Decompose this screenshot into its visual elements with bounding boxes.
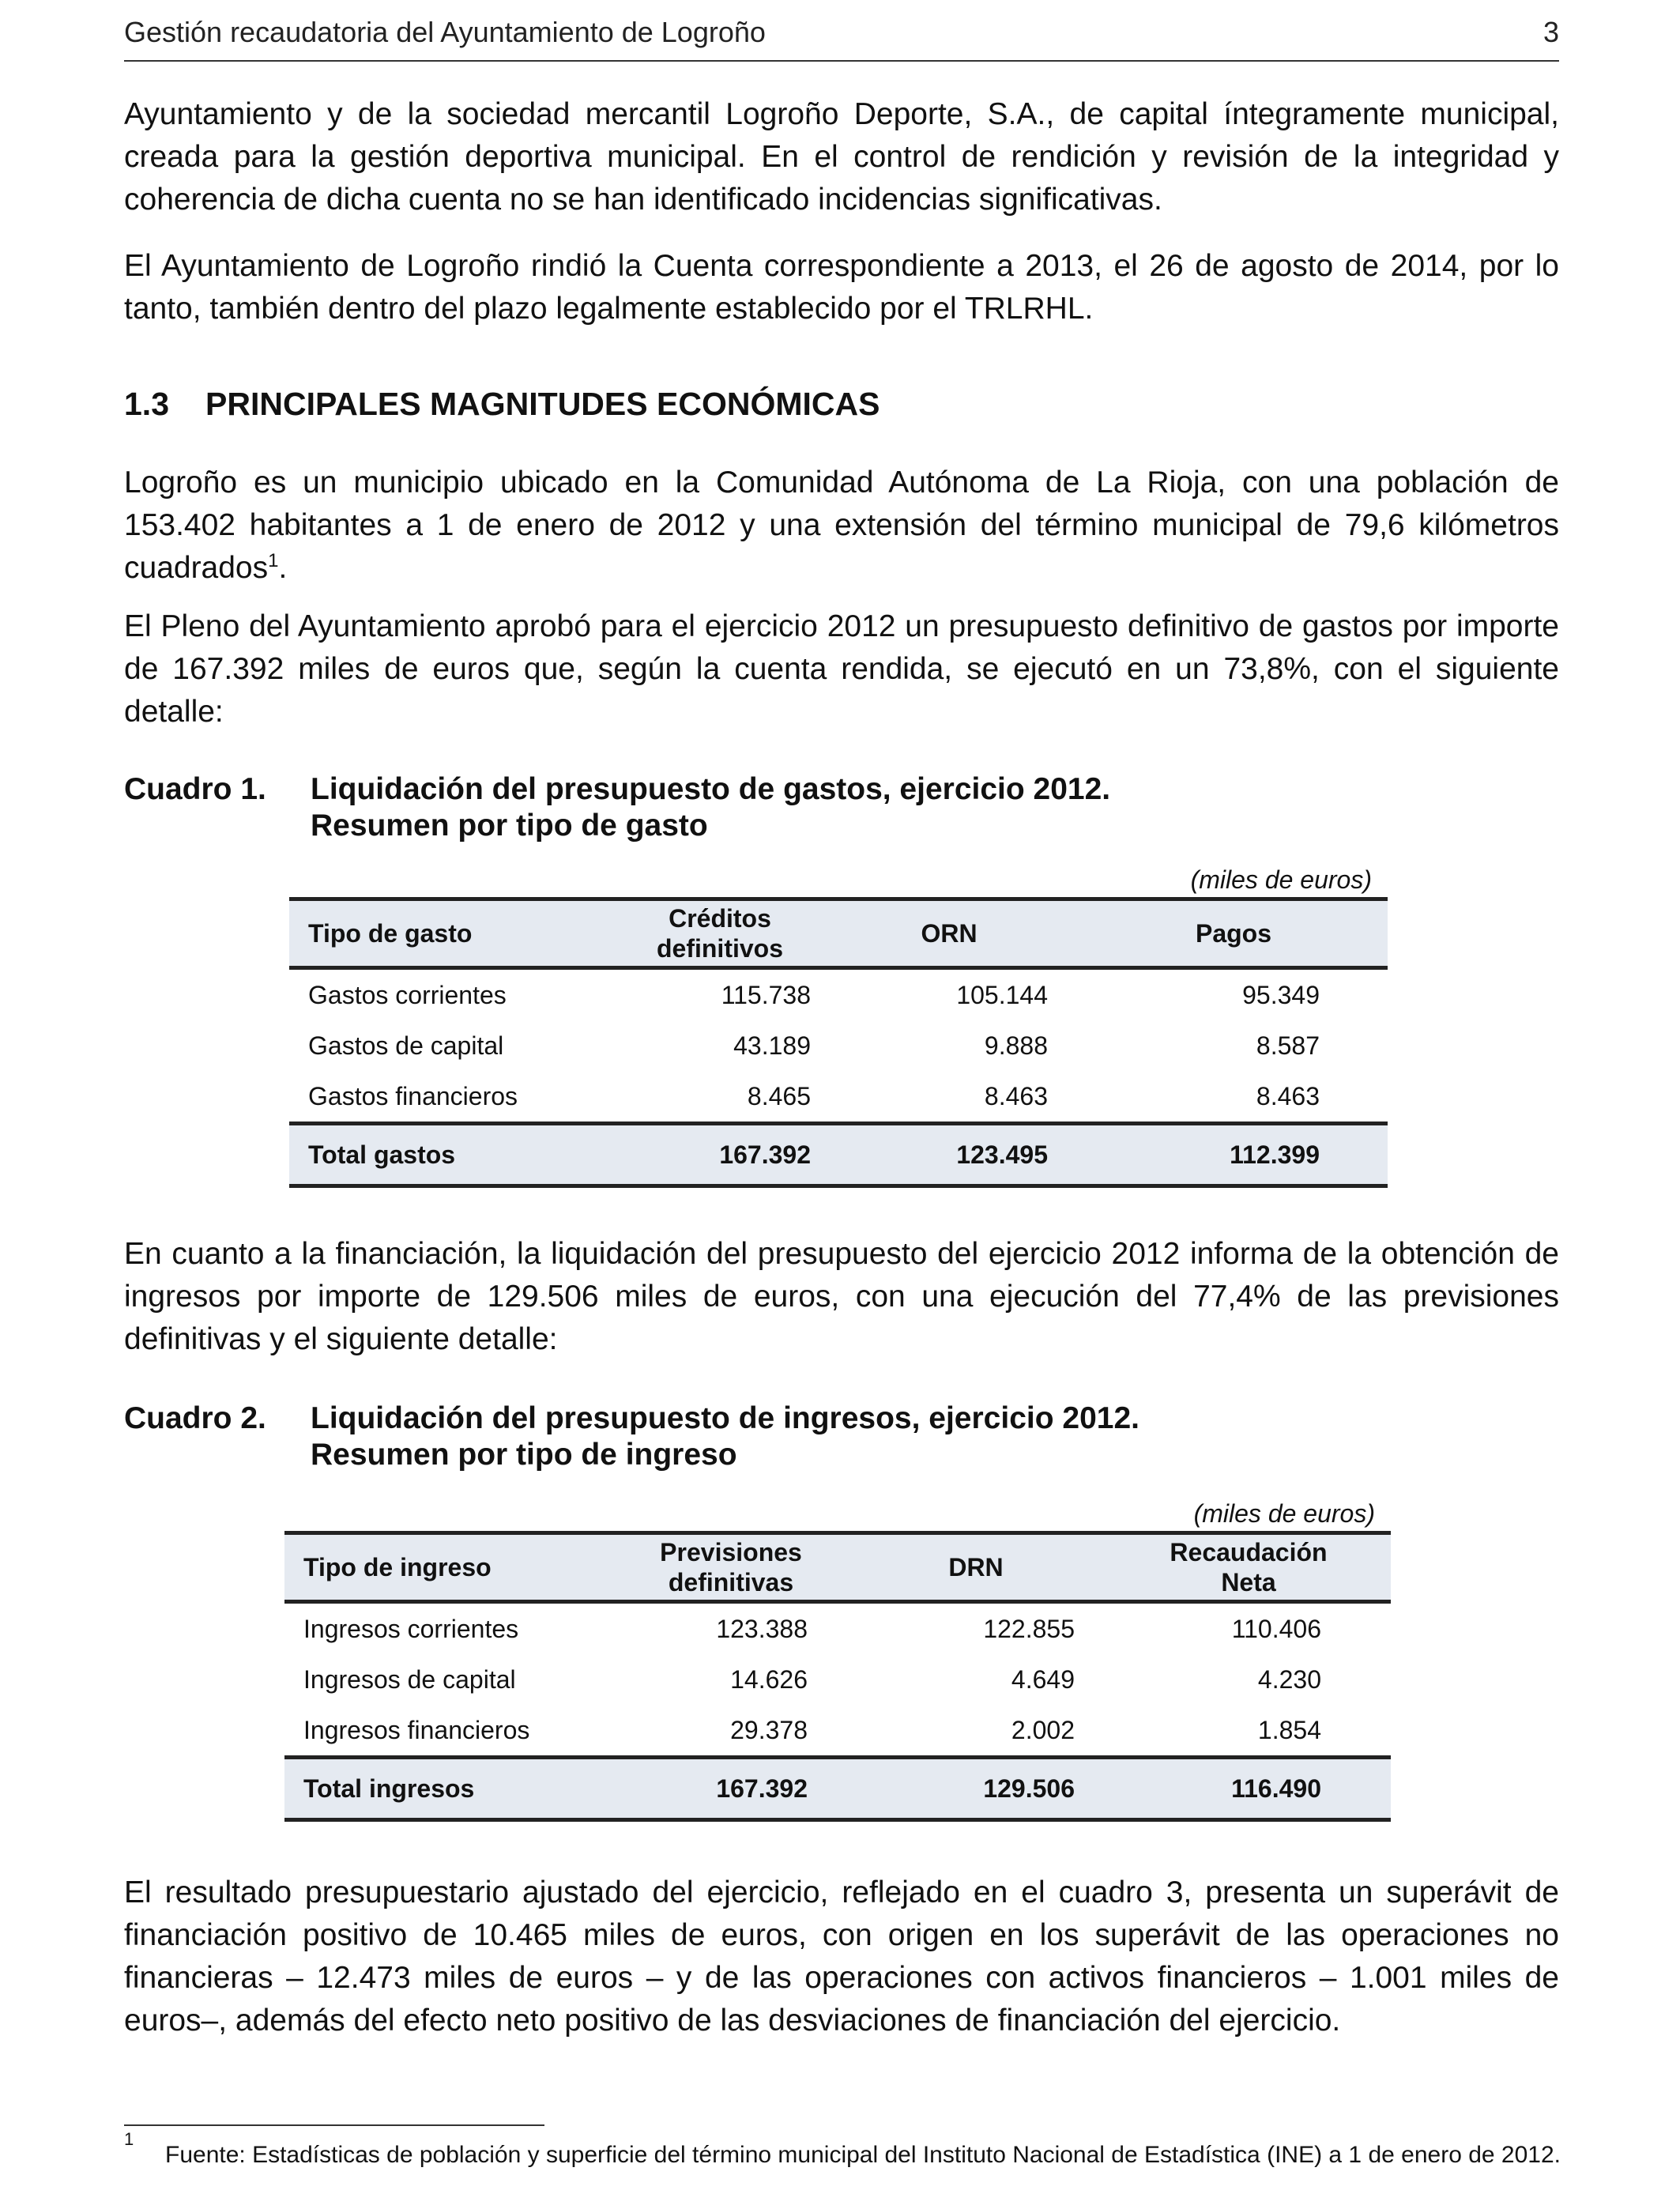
total-pagos: 112.399 xyxy=(1079,1124,1388,1186)
section-number: 1.3 xyxy=(124,386,169,422)
cuadro2-caption xyxy=(124,1400,1559,1473)
cuadro2-col-recaudacion: Recaudación Neta xyxy=(1106,1533,1391,1602)
total-creditos: 167.392 xyxy=(621,1124,819,1186)
table-row xyxy=(284,1654,1391,1705)
cell-orn: 8.463 xyxy=(984,1081,1048,1110)
cell-orn: 9.888 xyxy=(984,1031,1048,1060)
page-number: 3 xyxy=(1543,16,1559,48)
paragraph-4: El Pleno del Ayuntamiento aprobó para el ejercicio 2012 un presupuesto definitivo de gastos por importe de 167.392 miles de euros que, según la cuenta rendida, se ejecutó en un 73,8%, con el siguiente detalle: xyxy=(124,609,1559,729)
total-label: Total gastos xyxy=(289,1124,621,1186)
section-heading xyxy=(124,386,880,423)
cuadro2-units: (miles de euros) xyxy=(1193,1499,1375,1528)
cell-creditos: 43.189 xyxy=(733,1031,811,1060)
cuadro2-header-row xyxy=(284,1533,1391,1602)
cuadro1-col-pagos: Pagos xyxy=(1079,899,1388,968)
cell-pagos: 8.463 xyxy=(1256,1081,1320,1110)
table-total-row xyxy=(289,1124,1388,1186)
total-orn: 123.495 xyxy=(819,1124,1079,1186)
cell-previsiones: 14.626 xyxy=(730,1664,808,1694)
paragraph-3 xyxy=(124,462,1559,590)
page-header xyxy=(124,13,1559,62)
table-row xyxy=(284,1705,1391,1758)
paragraph-6: El resultado presupuestario ajustado del ejercicio, reflejado en el cuadro 3, presenta un superávit de financiación positivo de 10.465 miles de euros, con origen en los superávit de las operaciones no financieras – 12.473 miles de euros – y de las operaciones con activos financieros – 1.001 miles de euros–, además del efecto neto positivo de las desviaciones de financiación del ejercicio. xyxy=(124,1875,1559,2038)
total-recaudacion: 116.490 xyxy=(1106,1758,1391,1820)
footnote-mark: 1 xyxy=(124,2129,134,2149)
table-row xyxy=(289,1071,1388,1124)
table-row xyxy=(289,968,1388,1021)
cuadro1-table xyxy=(289,897,1388,1188)
cuadro1-col-orn: ORN xyxy=(819,899,1079,968)
table-row xyxy=(284,1602,1391,1655)
cell-recaudacion: 1.854 xyxy=(1257,1715,1321,1744)
cell-creditos: 8.465 xyxy=(747,1081,811,1110)
cell-pagos: 8.587 xyxy=(1256,1031,1320,1060)
total-drn: 129.506 xyxy=(846,1758,1106,1820)
cell-previsiones: 123.388 xyxy=(716,1614,808,1643)
row-label: Gastos corrientes xyxy=(308,980,507,1009)
row-label: Ingresos de capital xyxy=(303,1664,516,1694)
paragraph-2: El Ayuntamiento de Logroño rindió la Cuenta correspondiente a 2013, el 26 de agosto de 2014, por lo tanto, también dentro del plazo legalmente establecido por el TRLRHL. xyxy=(124,249,1559,326)
cuadro2-table xyxy=(284,1531,1391,1822)
section-title: PRINCIPALES MAGNITUDES ECONÓMICAS xyxy=(205,386,880,422)
cell-orn: 105.144 xyxy=(956,980,1048,1009)
cuadro1-title-line1: Liquidación del presupuesto de gastos, ejercicio 2012. xyxy=(311,772,1111,806)
footnote-divider xyxy=(124,2124,544,2126)
cuadro1-col-creditos: Créditos definitivos xyxy=(621,899,819,968)
row-label: Gastos financieros xyxy=(308,1081,518,1110)
cuadro2-col-drn: DRN xyxy=(846,1533,1106,1602)
footnote-ref[interactable]: 1 xyxy=(268,550,279,571)
cell-pagos: 95.349 xyxy=(1242,980,1320,1009)
row-label: Ingresos corrientes xyxy=(303,1614,519,1643)
table-total-row xyxy=(284,1758,1391,1820)
paragraph-5: En cuanto a la financiación, la liquidación del presupuesto del ejercicio 2012 informa de la obtención de ingresos por importe de 129.506 miles de euros, con una ejecución del 77,4% de las previsiones definitivas y el siguiente detalle: xyxy=(124,1237,1559,1356)
total-label: Total ingresos xyxy=(284,1758,616,1820)
cuadro1-title-line2: Resumen por tipo de gasto xyxy=(311,809,708,843)
total-previsiones: 167.392 xyxy=(616,1758,846,1820)
cuadro1-header-row xyxy=(289,899,1388,968)
cuadro2-col-previsiones: Previsiones definitivas xyxy=(616,1533,846,1602)
row-label: Gastos de capital xyxy=(308,1031,504,1060)
cell-drn: 2.002 xyxy=(1011,1715,1075,1744)
row-label: Ingresos financieros xyxy=(303,1715,530,1744)
cuadro2-label: Cuadro 2. xyxy=(124,1401,266,1435)
cuadro2-col-tipo: Tipo de ingreso xyxy=(284,1533,616,1602)
cuadro1-units: (miles de euros) xyxy=(1190,865,1372,894)
cuadro1-col-tipo: Tipo de gasto xyxy=(289,899,621,968)
cell-drn: 4.649 xyxy=(1011,1664,1075,1694)
paragraph-3-text: Logroño es un municipio ubicado en la Comunidad Autónoma de La Rioja, con una población de 153.402 habitantes a 1 de enero de 2012 y una extensión del término municipal de 79,6 kilómetros cuadrados xyxy=(124,466,1559,585)
cell-drn: 122.855 xyxy=(983,1614,1075,1643)
cuadro2-title-line2: Resumen por tipo de ingreso xyxy=(311,1438,737,1472)
paragraph-3-end: . xyxy=(278,551,288,585)
footnote-text: Fuente: Estadísticas de población y superficie del término municipal del Instituto Nacional de Estadística (INE) a 1 de enero de 2012. xyxy=(165,2142,1561,2168)
table-row xyxy=(289,1020,1388,1071)
running-title: Gestión recaudatoria del Ayuntamiento de Logroño xyxy=(124,16,766,48)
cuadro1-caption xyxy=(124,771,1559,844)
cuadro1-label: Cuadro 1. xyxy=(124,772,266,806)
cell-creditos: 115.738 xyxy=(721,980,811,1009)
cell-recaudacion: 110.406 xyxy=(1231,1614,1321,1643)
cuadro2-title-line1: Liquidación del presupuesto de ingresos, ejercicio 2012. xyxy=(311,1401,1139,1435)
cell-recaudacion: 4.230 xyxy=(1257,1664,1321,1694)
paragraph-1: Ayuntamiento y de la sociedad mercantil Logroño Deporte, S.A., de capital íntegramente municipal, creada para la gestión deportiva municipal. En el control de rendición y revisión de la integridad y coherencia de dicha cuenta no se han identificado incidencias significativas. xyxy=(124,97,1559,217)
cell-previsiones: 29.378 xyxy=(730,1715,808,1744)
